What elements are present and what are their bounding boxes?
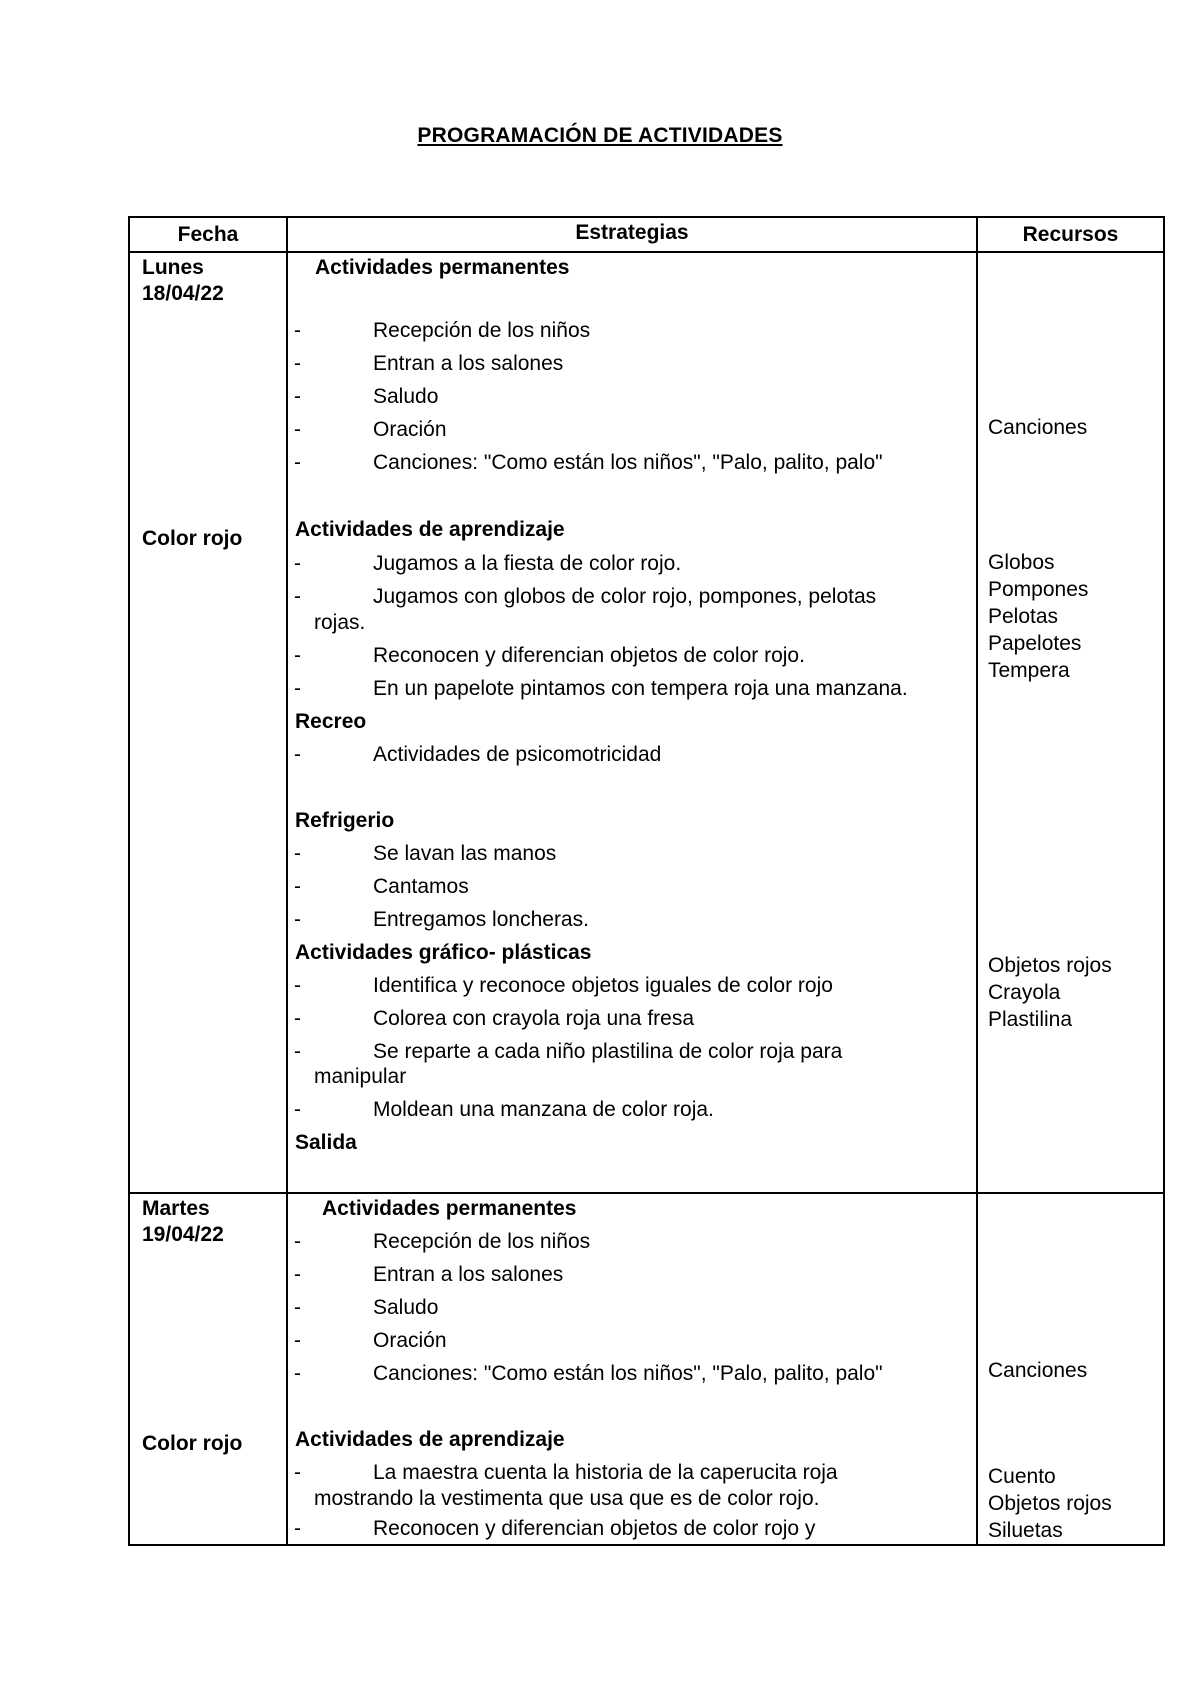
section-heading: Recreo [295, 710, 367, 733]
header-recursos: Recursos [977, 217, 1164, 252]
estrategias-cell: Actividades permanentes - Recepción de los niños - Entran a los salones - Saludo - Oración - Canciones: "Como están los niños", "Palo, palito, palo" Actividades de aprendizaje - Jugamos a la fiesta de color rojo. - Jugamos con globos de color rojo, pompones, pelotas rojas. - Reconocen y diferencian objetos de color rojo. - En un papelote pintamos con tempera roja una manzana. Recreo - Actividades de psicomotricidad Refrigerio - Se lavan las manos - Cantamos - Entregamos loncheras. Actividades gráfico- plásticas - Identifica y reconoce objetos iguales de color rojo - Colorea con crayola roja una fresa - Se reparte a cada niño plastilina de color roja para manipular - Moldean una manzana de color roja. Salida [287, 252, 977, 1193]
resource-item: Crayola [988, 981, 1061, 1004]
fecha-cell [129, 1193, 287, 1545]
day-name: Martes [142, 1197, 210, 1220]
table-row-martes [129, 1193, 1164, 1545]
resource-item: Tempera [988, 659, 1070, 682]
resource-item: Canciones [988, 1359, 1088, 1382]
header-estrategias: Estrategias [287, 217, 977, 252]
page-title: PROGRAMACIÓN DE ACTIVIDADES [417, 124, 783, 147]
day-date: 19/04/22 [142, 1223, 224, 1246]
resource-item: Plastilina [988, 1008, 1073, 1031]
day-topic: Color rojo [142, 1432, 243, 1455]
resource-item: Canciones [988, 416, 1088, 439]
table-header-row [129, 217, 1164, 252]
section-heading: Refrigerio [295, 809, 395, 832]
section-heading: Actividades de aprendizaje [295, 518, 565, 541]
resource-item: Pompones [988, 578, 1089, 601]
day-name: Lunes [142, 256, 204, 279]
day-date: 18/04/22 [142, 282, 224, 305]
estrategias-cell: Actividades permanentes - Recepción de los niños - Entran a los salones - Saludo - Oración - Canciones: "Como están los niños", "Palo, palito, palo" Actividades de aprendizaje - La maestra cuenta la historia de la caperucita roja mostrando la vestimenta que usa que es de color rojo. - Reconocen y diferencian objetos de color rojo y [287, 1193, 977, 1545]
day-topic: Color rojo [142, 527, 243, 550]
header-fecha: Fecha [129, 217, 287, 252]
resource-item: Cuento [988, 1465, 1056, 1488]
resource-item: Globos [988, 551, 1055, 574]
resource-item: Siluetas [988, 1519, 1063, 1542]
table-row-lunes [129, 252, 1164, 1193]
section-heading: Actividades permanentes [315, 256, 570, 279]
recursos-cell [977, 1193, 1164, 1545]
resource-item: Pelotas [988, 605, 1059, 628]
resource-item: Objetos rojos [988, 1492, 1112, 1515]
recursos-cell [977, 252, 1164, 1193]
resource-item: Objetos rojos [988, 954, 1112, 977]
activities-table [128, 216, 1165, 1546]
section-heading: Actividades de aprendizaje [295, 1428, 565, 1451]
resource-item: Papelotes [988, 632, 1082, 655]
section-heading: Actividades permanentes [322, 1197, 577, 1220]
section-heading: Actividades gráfico- plásticas [295, 941, 592, 964]
salida-label: Salida [295, 1131, 357, 1154]
fecha-cell [129, 252, 287, 1193]
